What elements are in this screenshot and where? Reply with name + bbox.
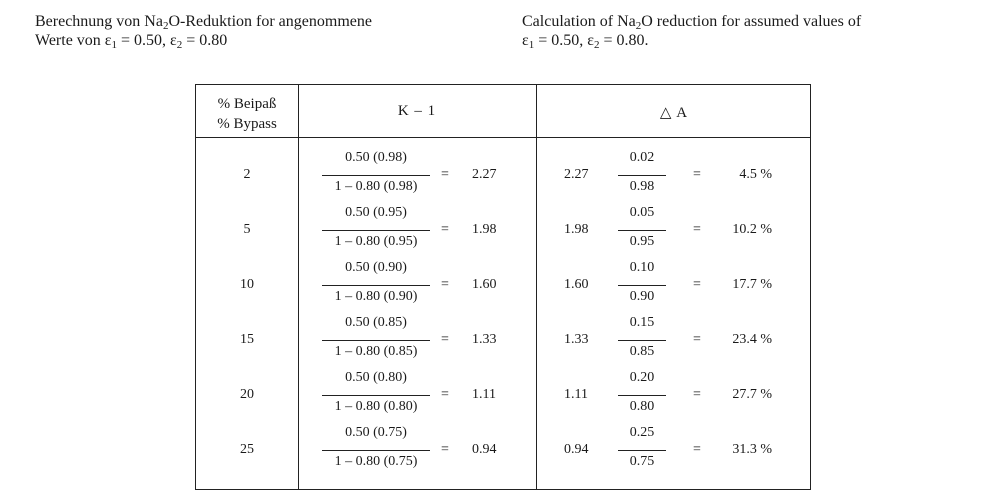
k-value: 1.60 <box>472 277 497 292</box>
a-numerator: 0.25 <box>629 425 655 440</box>
a-denominator: 0.95 <box>629 234 655 249</box>
bypass-percent: 5 <box>243 222 251 237</box>
a-numerator: 0.10 <box>629 260 655 275</box>
k-numerator: 0.50 (0.85) <box>345 315 407 330</box>
k-fraction-bar <box>322 340 430 341</box>
a-fraction-bar <box>618 285 666 286</box>
bypass-percent: 2 <box>243 167 251 182</box>
delta-a-percent: 27.7 % <box>732 387 772 402</box>
table-row <box>196 370 812 425</box>
delta-a-percent: 10.2 % <box>732 222 772 237</box>
k-equals-sign: = <box>441 442 449 457</box>
caption-english-line1: Calculation of $Na_2O$ reduction for assumed values of <box>522 13 862 32</box>
a-factor: 1.33 <box>564 332 589 347</box>
k-fraction-bar <box>322 450 430 451</box>
bypass-reduction-table <box>195 84 811 490</box>
table-row <box>196 260 812 315</box>
a-denominator: 0.85 <box>629 344 655 359</box>
a-equals-sign: = <box>693 222 701 237</box>
a-denominator: 0.98 <box>629 179 655 194</box>
table-row <box>196 205 812 260</box>
k-fraction-bar <box>322 175 430 176</box>
k-equals-sign: = <box>441 167 449 182</box>
k-value: 1.11 <box>472 387 496 402</box>
delta-a-percent: 17.7 % <box>732 277 772 292</box>
k-value: 0.94 <box>472 442 497 457</box>
k-fraction-bar <box>322 395 430 396</box>
a-factor: 1.60 <box>564 277 589 292</box>
a-denominator: 0.80 <box>629 399 655 414</box>
k-equals-sign: = <box>441 277 449 292</box>
a-numerator: 0.02 <box>629 150 655 165</box>
caption-german <box>35 12 372 50</box>
caption-german-line1: Berechnung von $Na_2O$-Reduktion for angenommene <box>35 13 372 32</box>
table-row <box>196 425 812 480</box>
a-factor: 2.27 <box>564 167 589 182</box>
k-denominator: 1 – 0.80 (0.80) <box>334 399 418 414</box>
a-equals-sign: = <box>693 387 701 402</box>
a-fraction-bar <box>618 230 666 231</box>
k-denominator: 1 – 0.80 (0.85) <box>334 344 418 359</box>
a-numerator: 0.15 <box>629 315 655 330</box>
k-denominator: 1 – 0.80 (0.98) <box>334 179 418 194</box>
k-numerator: 0.50 (0.80) <box>345 370 407 385</box>
a-fraction-bar <box>618 175 666 176</box>
header-bypass: % Beipaß % Bypass <box>217 96 277 132</box>
a-fraction-bar <box>618 340 666 341</box>
bypass-percent: 15 <box>240 332 254 347</box>
a-denominator: 0.90 <box>629 289 655 304</box>
k-fraction-bar <box>322 285 430 286</box>
header-divider <box>196 137 810 138</box>
a-numerator: 0.05 <box>629 205 655 220</box>
a-fraction-bar <box>618 395 666 396</box>
table-row <box>196 150 812 205</box>
a-denominator: 0.75 <box>629 454 655 469</box>
a-numerator: 0.20 <box>629 370 655 385</box>
bypass-percent: 10 <box>240 277 254 292</box>
a-equals-sign: = <box>693 277 701 292</box>
a-factor: 1.98 <box>564 222 589 237</box>
bypass-percent: 25 <box>240 442 254 457</box>
table-row <box>196 315 812 370</box>
k-denominator: 1 – 0.80 (0.90) <box>334 289 418 304</box>
a-equals-sign: = <box>693 167 701 182</box>
a-factor: 1.11 <box>564 387 588 402</box>
k-fraction-bar <box>322 230 430 231</box>
k-equals-sign: = <box>441 222 449 237</box>
a-equals-sign: = <box>693 442 701 457</box>
header-delta-a: △ A <box>659 105 689 121</box>
k-value: 1.98 <box>472 222 497 237</box>
k-numerator: 0.50 (0.90) <box>345 260 407 275</box>
caption-english-line2: $\varepsilon_1 = 0.50$, $\varepsilon_2 = 0.80$. <box>522 32 649 51</box>
k-equals-sign: = <box>441 332 449 347</box>
header-k-minus-1: K – 1 <box>397 103 437 119</box>
k-equals-sign: = <box>441 387 449 402</box>
k-numerator: 0.50 (0.98) <box>345 150 407 165</box>
a-equals-sign: = <box>693 332 701 347</box>
k-denominator: 1 – 0.80 (0.95) <box>334 234 418 249</box>
a-fraction-bar <box>618 450 666 451</box>
caption-german-line2: Werte von $\varepsilon_1 = 0.50$, $\varepsilon_2 = 0.80$ <box>35 32 228 51</box>
k-value: 1.33 <box>472 332 497 347</box>
bypass-percent: 20 <box>240 387 254 402</box>
k-numerator: 0.50 (0.75) <box>345 425 407 440</box>
k-denominator: 1 – 0.80 (0.75) <box>334 454 418 469</box>
delta-a-percent: 4.5 % <box>739 167 772 182</box>
k-value: 2.27 <box>472 167 497 182</box>
caption-english <box>522 12 861 50</box>
a-factor: 0.94 <box>564 442 589 457</box>
delta-a-percent: 31.3 % <box>732 442 772 457</box>
k-numerator: 0.50 (0.95) <box>345 205 407 220</box>
delta-a-percent: 23.4 % <box>732 332 772 347</box>
